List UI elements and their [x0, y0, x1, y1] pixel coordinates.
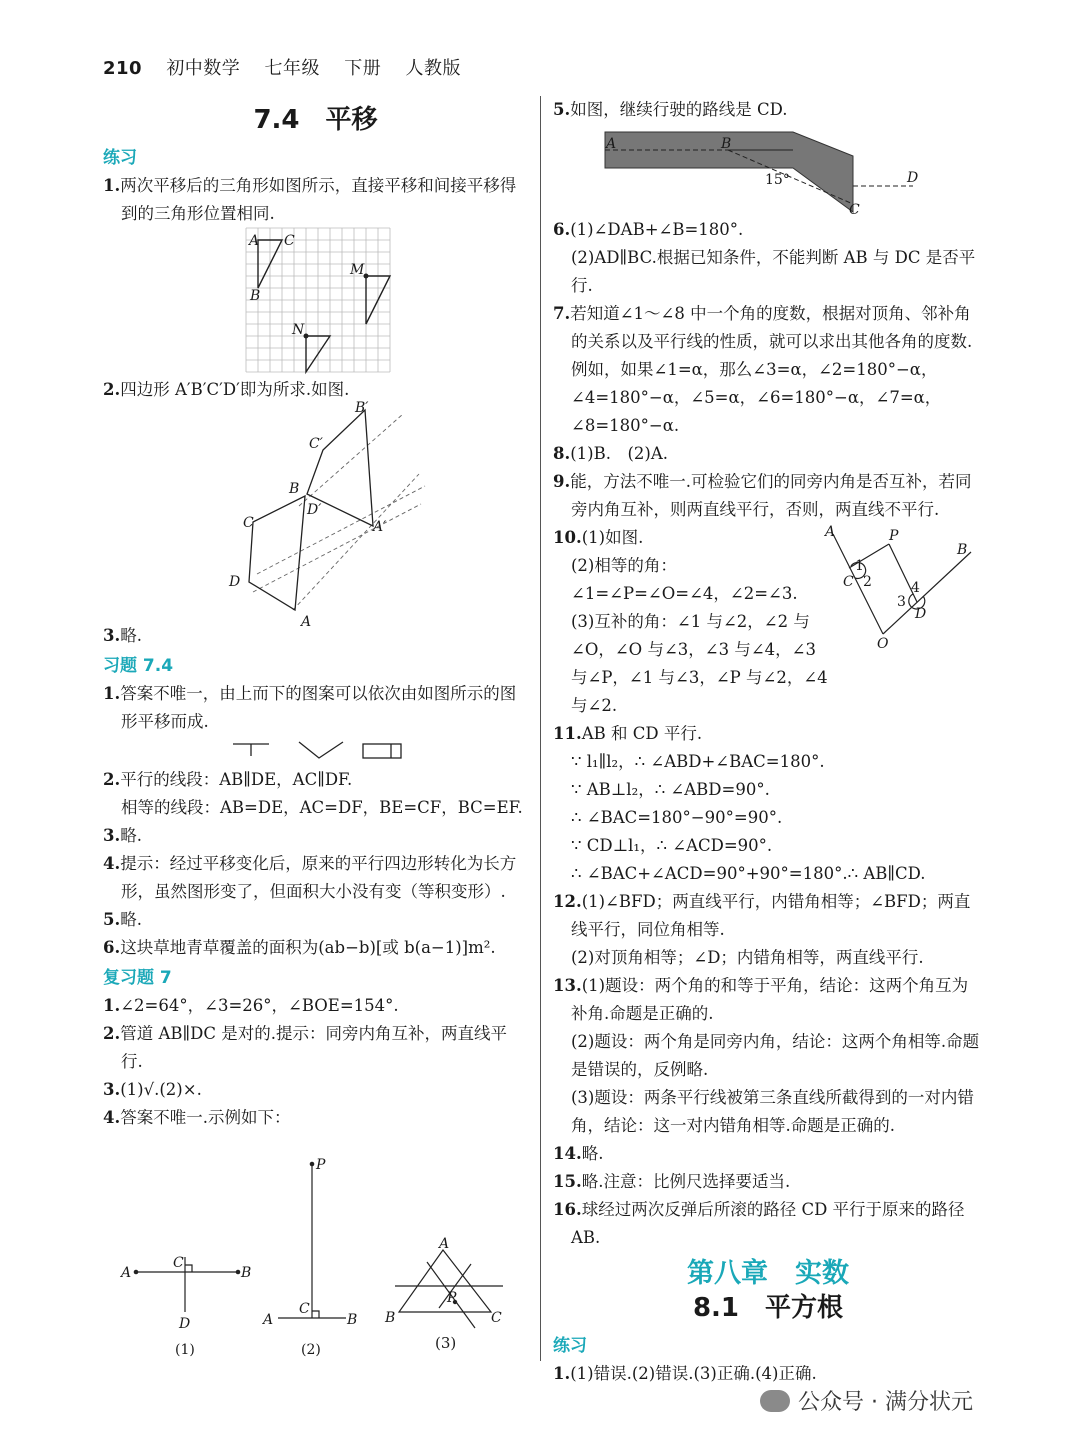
- book-name: 初中数学: [166, 58, 241, 79]
- caption-1: (1): [175, 1342, 195, 1358]
- caption-2: (2): [301, 1342, 321, 1358]
- answer-item: 2.管道 AB∥DC 是对的.提示：同旁内角互补，两直线平行.: [103, 1024, 507, 1071]
- fig10-label-a: A: [825, 524, 836, 540]
- answer-line: 相等的线段：AB=DE，AC=DF，BE=CF，BC=EF.: [121, 798, 523, 817]
- fig1-label-a: A: [121, 1265, 132, 1281]
- answer-line: (2)AD∥BC.根据已知条件，不能判断 AB 与 DC 是否平行.: [571, 248, 976, 295]
- fig10-label-p: P: [889, 528, 899, 544]
- page-header: [103, 54, 479, 80]
- page-number: 210: [103, 58, 143, 79]
- answer-item: 7.若知道∠1～∠8 中一个角的度数，根据对顶角、邻补角的关系以及平行线的性质，就可以求出其他各角的度数.例如，如果∠1=α，那么∠3=α，∠2=180°−α，∠4=180°−α，∠5=α，∠6=180°−α，∠7=α，∠8=180°−α.: [553, 304, 973, 435]
- answer-line: (2)题设：两个角是同旁内角，结论：这两个角相等.命题是错误的，反例略.: [571, 1032, 980, 1079]
- answer-item: 16.球经过两次反弹后所滚的路径 CD 平行于原来的路径 AB.: [553, 1200, 965, 1247]
- road-figure: [553, 124, 983, 216]
- answer-item: 1.(1)错误.(2)错误.(3)正确.(4)正确.: [553, 1364, 817, 1383]
- fig3-label-b: B: [385, 1310, 396, 1326]
- footer-watermark: [760, 1385, 973, 1416]
- label-b: B: [289, 481, 300, 497]
- answer-line: (2)相等的角：∠1=∠P=∠O=∠4，∠2=∠3.: [571, 556, 798, 603]
- label-d-prime: D′: [307, 502, 322, 518]
- answer-item: 1.答案不唯一，由上而下的图案可以依次由如图所示的图形平移而成.: [103, 684, 517, 731]
- answer-item: 9.能，方法不唯一.可检验它们的同旁内角是否互补，若同旁内角互补，则两直线平行，否则，两直线不平行.: [553, 472, 972, 519]
- right-column: [553, 96, 983, 1388]
- angles-svg: [825, 524, 975, 654]
- fig1-label-b: B: [241, 1265, 252, 1281]
- answer-item: 15.略.注意：比例尺选择要适当.: [553, 1172, 791, 1191]
- grid-triangles-svg: [103, 228, 528, 376]
- label-c-prime: C′: [309, 436, 323, 452]
- answer-line: ∵ CD⊥l₁，∴ ∠ACD=90°.: [571, 836, 773, 855]
- fig2-label-a: A: [263, 1312, 274, 1328]
- footer-text: 公众号 · 满分状元: [798, 1390, 973, 1415]
- pattern-figure: [103, 736, 528, 766]
- fig5-label-b: B: [721, 136, 732, 152]
- fig10-label-o: O: [877, 636, 889, 652]
- wechat-icon: [760, 1390, 790, 1412]
- practice-heading-2: 练习: [553, 1336, 587, 1356]
- answer-item: 10.(1)如图.: [553, 528, 644, 547]
- translation-figure: [103, 400, 528, 630]
- angle-1: 1: [855, 558, 864, 574]
- review-heading: 复习题 7: [103, 968, 172, 988]
- volume: 下册: [344, 58, 382, 79]
- answer-item: 2.平行的线段：AB∥DE，AC∥DF.: [103, 770, 353, 789]
- grid-figure: [103, 228, 528, 376]
- answer-item: 5.略.: [103, 910, 142, 929]
- answer-line: (2)对顶角相等；∠D；内错角相等，两直线平行.: [571, 948, 924, 967]
- fig2-label-p: P: [316, 1157, 326, 1173]
- quadrilateral-svg: [103, 400, 528, 630]
- q10-block: [553, 524, 983, 720]
- fig3-label-c: C: [491, 1310, 502, 1326]
- answer-item: 3.(1)√.(2)×.: [103, 1080, 202, 1099]
- fig5-label-a: A: [606, 136, 617, 152]
- label-a: A: [301, 614, 312, 630]
- label-b: B: [250, 288, 261, 304]
- perpendicular-svg: [103, 1132, 528, 1358]
- answer-item: 6.(1)∠DAB+∠B=180°.: [553, 220, 744, 239]
- fig2-label-c: C: [299, 1301, 310, 1317]
- label-d: D: [229, 574, 241, 590]
- section-title-2: 8.1 平方根: [692, 1293, 844, 1323]
- pattern-shapes-svg: [103, 736, 528, 766]
- label-a: A: [249, 233, 260, 249]
- fig1-label-c: C: [173, 1255, 184, 1271]
- grade: 七年级: [264, 58, 321, 79]
- road-svg: [553, 124, 983, 216]
- label-b-prime: B′: [355, 400, 369, 416]
- answer-line: ∵ AB⊥l₂，∴ ∠ABD=90°.: [571, 780, 770, 799]
- fig3-label-a: A: [439, 1236, 450, 1252]
- exercise-heading: 习题 7.4: [103, 656, 174, 676]
- angle-4: 4: [911, 580, 920, 596]
- answer-item: 6.这块草地青草覆盖的面积为(ab−b)[或 b(a−1)]m².: [103, 938, 496, 957]
- angle-2: 2: [863, 574, 872, 590]
- column-divider: [540, 96, 541, 1361]
- edition: 人教版: [405, 58, 462, 79]
- fig5-label-d: D: [907, 170, 919, 186]
- fig10-label-d: D: [915, 606, 927, 622]
- answer-item: 12.(1)∠BFD；两直线平行，内错角相等；∠BFD；两直线平行，同位角相等.: [553, 892, 971, 939]
- fig3-label-p: P: [447, 1290, 457, 1306]
- practice-heading: 练习: [103, 148, 137, 168]
- fig10-label-b: B: [957, 542, 968, 558]
- answer-line: (3)互补的角：∠1 与∠2，∠2 与∠O，∠O 与∠3，∠3 与∠4，∠3 与∠P，∠1 与∠3，∠P 与∠2，∠4 与∠2.: [571, 612, 828, 715]
- caption-3: (3): [435, 1334, 457, 1352]
- answer-item: 13.(1)题设：两个角的和等于平角，结论：这两个角互为补角.命题是正确的.: [553, 976, 969, 1023]
- answer-item: 5.如图，继续行驶的路线是 CD.: [553, 100, 788, 119]
- answer-item: 14.略.: [553, 1144, 604, 1163]
- label-c: C: [284, 233, 295, 249]
- fig5-label-c: C: [849, 202, 860, 218]
- answer-item: 8.(1)B. (2)A.: [553, 444, 669, 463]
- fig5-angle: 15°: [765, 172, 790, 188]
- answer-line: ∴ ∠BAC=180°−90°=90°.: [571, 808, 783, 827]
- answer-line: (3)题设：两条平行线被第三条直线所截得到的一对内错角，结论：这一对内错角相等.命题是正确的.: [571, 1088, 974, 1135]
- answer-item: 4.提示：经过平移变化后，原来的平行四边形转化为长方形，虽然图形变了，但面积大小没有变（等积变形）.: [103, 854, 517, 901]
- answer-line: ∵ l₁∥l₂，∴ ∠ABD+∠BAC=180°.: [571, 752, 825, 771]
- answer-item: 1.两次平移后的三角形如图所示，直接平移和间接平移得到的三角形位置相同.: [103, 176, 517, 223]
- answer-item: 2.四边形 A′B′C′D′即为所求.如图.: [103, 380, 350, 399]
- label-a-prime: A′: [373, 519, 387, 535]
- fig2-label-b: B: [347, 1312, 358, 1328]
- label-n: N: [292, 322, 305, 338]
- fig1-label-d: D: [179, 1316, 191, 1332]
- chapter-title: 第八章 实数: [687, 1258, 849, 1289]
- label-m: M: [350, 262, 365, 278]
- answer-item: 3.略.: [103, 626, 142, 645]
- perpendicular-figures: [103, 1132, 528, 1358]
- answer-item: 4.答案不唯一.示例如下：: [103, 1108, 291, 1127]
- answer-item: 1.∠2=64°，∠3=26°，∠BOE=154°.: [103, 996, 399, 1015]
- fig10-label-c: C: [843, 574, 854, 590]
- section-title: 7.4 平移: [253, 105, 378, 135]
- answer-item: 11.AB 和 CD 平行.: [553, 724, 703, 743]
- angle-3: 3: [897, 594, 906, 610]
- answer-item: 3.略.: [103, 826, 142, 845]
- label-c: C: [243, 515, 254, 531]
- answer-line: ∴ ∠BAC+∠ACD=90°+90°=180°.∴ AB∥CD.: [571, 864, 926, 883]
- left-column: [103, 100, 528, 1358]
